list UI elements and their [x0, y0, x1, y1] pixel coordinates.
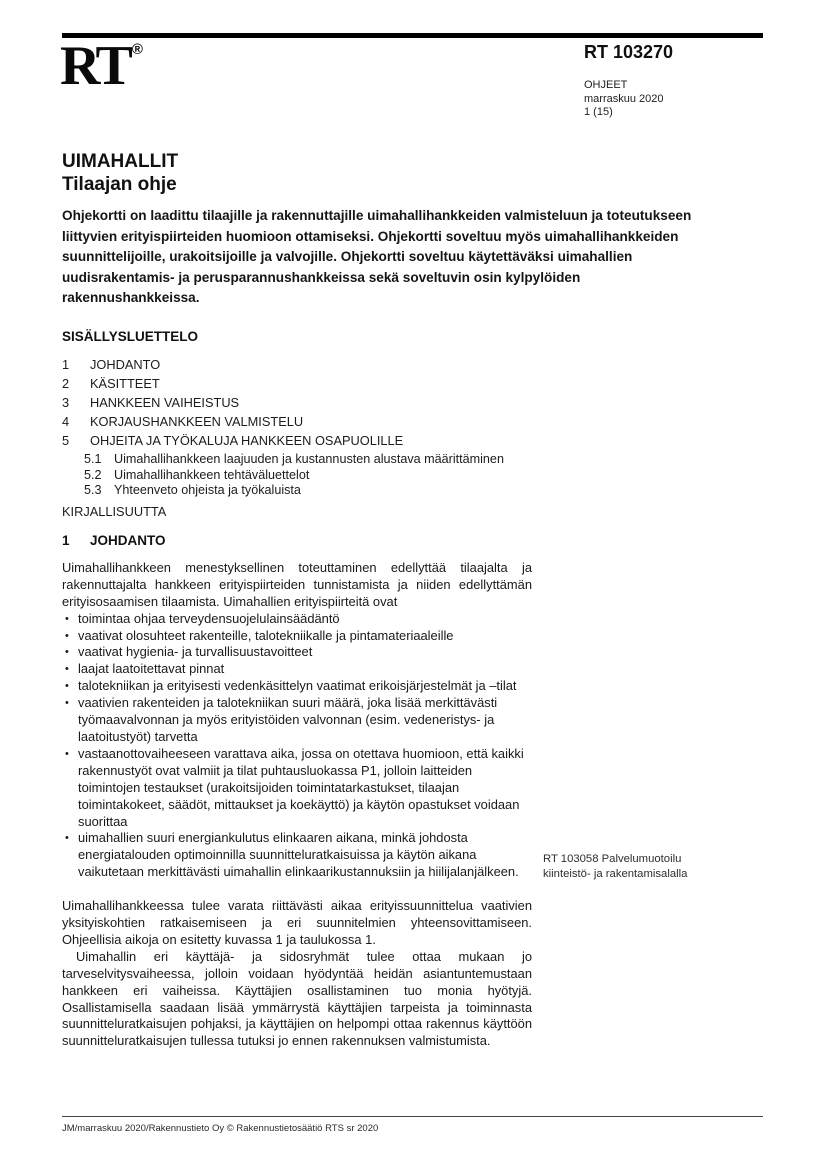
lead-paragraph: Ohjekortti on laadittu tilaajille ja rakennuttajille uimahallihankkeiden valmisteluun ja toteutukseen liittyvien erityispiirteiden huomioon ottamiseksi. Ohjekortti soveltuu myös uimahallihankkeiden suunnittelijoille, urakoitsijoille ja valvojille. Ohjekortti soveltuu käytettäväksi uimahallien uudisrakentamis- ja perusparannushankkeissa sekä soveltuvin osin kylpylöiden rakennushankkeissa.: [62, 208, 692, 305]
toc-item-5-3: [62, 483, 542, 499]
page-footer: [62, 1116, 763, 1134]
table-of-contents: [62, 329, 542, 519]
list-item: • vaativien rakenteiden ja talotekniikan suuri määrä, joka lisää merkittävästi työmaavalvonnan ja myös erityistöiden valvonnan (esim. vedeneristys- ja laatoitustyöt) tarvetta: [62, 695, 532, 746]
list-item: • vastaanottovaiheeseen varattava aika, jossa on otettava huomioon, että kaikki rakennustyöt ovat valmiit ja tilat puhtausluokassa P1, jolloin laitteiden toimintojen testaukset (urakoitsijoiden toimintatarkastukset, tilaajan toimintakokeet, säädöt, mittaukset ja koekäyttö) ja käytön opastukset voidaan suorittaa: [62, 746, 532, 831]
doc-page-number: 1 (15): [584, 106, 613, 118]
toc-item-number: 5.3: [84, 483, 102, 497]
feature-bullet-list: [62, 611, 532, 882]
registered-trademark-icon: ®: [131, 41, 143, 58]
section-1-body: [62, 533, 532, 1050]
toc-item-number: 5.1: [84, 452, 102, 466]
toc-item-label: Yhteenveto ohjeista ja työkaluista: [114, 483, 301, 497]
rt-logo: [60, 35, 143, 97]
section-1-intro-paragraph: Uimahallihankkeen menestyksellinen toteuttaminen edellyttää tilaajalta ja rakennuttajalta hankkeen erityispiirteiden tunnistamista ja niiden edellyttämän erityisosaamisen tilaamista. Uimahallien erityispiirteitä ovat: [62, 559, 532, 609]
toc-item-label: OHJEITA JA TYÖKALUJA HANKKEEN OSAPUOLILLE: [90, 433, 404, 448]
toc-item-label: KORJAUSHANKKEEN VALMISTELU: [90, 414, 304, 429]
toc-item-number: 5.2: [84, 467, 102, 482]
doc-type: OHJEET: [584, 79, 628, 91]
margin-note-line-1: RT 103058 Palvelumuotoilu: [543, 853, 682, 865]
title-line-2: Tilaajan ohje: [62, 174, 177, 195]
toc-item-5-2: [62, 468, 542, 484]
section-number: 1: [62, 533, 70, 548]
toc-item-number: 2: [62, 376, 70, 391]
rt-logo-text: RT: [60, 35, 130, 97]
toc-item-number: 3: [62, 395, 70, 410]
section-title: JOHDANTO: [90, 533, 166, 548]
toc-item-label: JOHDANTO: [90, 357, 161, 372]
toc-item-1: [62, 357, 542, 376]
toc-item-4: [62, 414, 542, 433]
list-item: • talotekniikan ja erityisesti vedenkäsittelyn vaatimat erikoisjärjestelmät ja –tilat: [62, 678, 532, 695]
toc-item-2: [62, 376, 542, 395]
doc-date: marraskuu 2020: [584, 92, 664, 105]
title-line-1: UIMAHALLIT: [62, 151, 179, 172]
toc-item-label: HANKKEEN VAIHEISTUS: [90, 395, 240, 410]
toc-item-number: 4: [62, 414, 70, 429]
page-title: [62, 150, 178, 196]
margin-reference-note: [543, 852, 763, 881]
section-1-paragraph-3: Uimahallin eri käyttäjä- ja sidosryhmät tulee ottaa mukaan jo tarveselvitysvaiheessa, jolloin voidaan hyödyntää heidän asiantuntemustaan hankkeen eri vaiheissa. Käyttäjien osallistaminen tuo monia hyötyjä. Osallistamisella saadaan lisää ymmärrystä käyttäjien tarpeista ja toiminnasta suunnitteluratkaisujen pohjaksi, ja käyttäjien on helpompi ottaa rakennus käyttöön suunnitteluratkaisujen tullessa tutuksi jo ennen rakennuksen valmistumista.: [62, 948, 532, 1049]
toc-item-number: 5: [62, 433, 70, 448]
toc-item-5: [62, 433, 542, 452]
toc-item-label: Uimahallihankkeen tehtäväluettelot: [114, 467, 310, 482]
section-1-heading: [62, 533, 532, 550]
toc-item-3: [62, 395, 542, 414]
toc-item-number: 1: [62, 357, 70, 372]
toc-item-label: KÄSITTEET: [90, 376, 160, 391]
list-item: • laajat laatoitettavat pinnat: [62, 661, 532, 678]
header-rule: [62, 33, 763, 38]
section-1-paragraph-2: Uimahallihankkeessa tulee varata riittävästi aikaa erityissuunnittelua vaativien yksityiskohtien ratkaisemiseen ja eri suunnitelmien yhteensovittamiseen. Ohjeellisia aikoja on esitetty kuvassa 1 ja taulukossa 1.: [62, 898, 532, 947]
list-item: • vaativat olosuhteet rakenteille, talotekniikalle ja pintamateriaaleille: [62, 628, 532, 645]
list-item: • vaativat hygienia- ja turvallisuustavoitteet: [62, 644, 532, 661]
toc-heading: SISÄLLYSLUETTELO: [62, 329, 199, 344]
doc-meta: [584, 79, 664, 120]
list-item: • uimahallien suuri energiankulutus elinkaaren aikana, minkä johdosta energiatalouden optimoinnilla suunnitteluratkaisuissa ja käytön aikana vaikutetaan merkittävästi uimahallin elinkaarikustannuksiin ja hiilijalanjälkeen.: [62, 830, 532, 881]
toc-item-label: Uimahallihankkeen laajuuden ja kustannusten alustava määrittäminen: [114, 452, 504, 466]
toc-item-5-1: [62, 452, 542, 468]
margin-note-line-2: kiinteistö- ja rakentamisalalla: [543, 867, 688, 880]
doc-number: RT 103270: [584, 42, 674, 62]
toc-item-kirjallisuutta: KIRJALLISUUTTA: [62, 503, 167, 519]
footer-copyright-text: JM/marraskuu 2020/Rakennustieto Oy © Rakennustietosäätiö RTS sr 2020: [62, 1123, 379, 1134]
list-item: • toimintaa ohjaa terveydensuojelulainsäädäntö: [62, 611, 532, 628]
